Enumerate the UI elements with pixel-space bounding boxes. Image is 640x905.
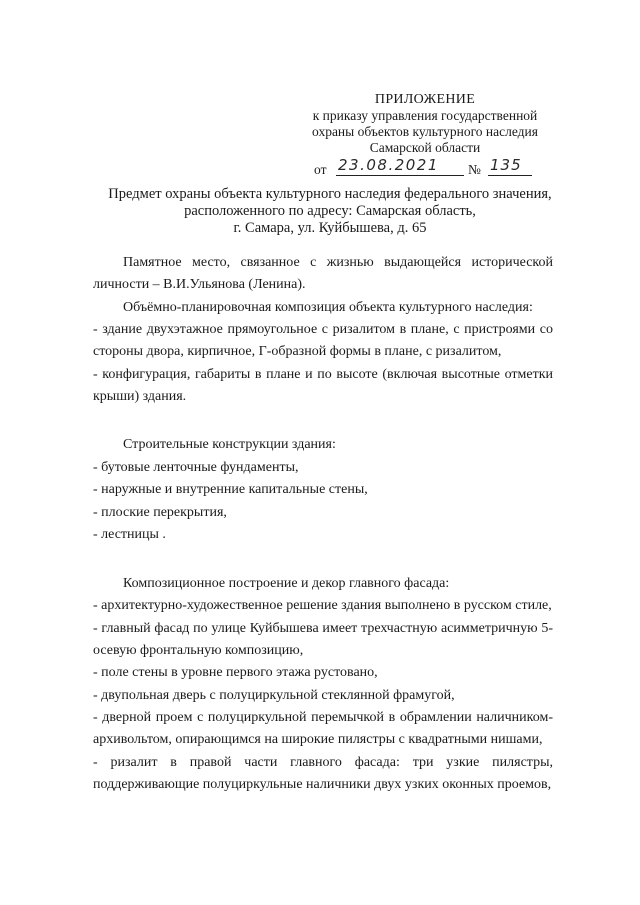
order-number: 135 (488, 157, 532, 176)
order-date: 23.08.2021 (336, 157, 464, 176)
list-item: - здание двухэтажное прямоугольное с ризалитом в плане, с пристроями со стороны двора, кирпичное, Г-образной формы в плане, с ризалитом, (93, 322, 553, 359)
list-item: - лестницы . (93, 527, 166, 542)
title-line-1: Предмет охраны объекта культурного наследия федерального значения, (108, 186, 552, 202)
section-heading-composition: Объёмно-планировочная композиция объекта культурного наследия: (123, 299, 533, 315)
number-prefix: № (468, 162, 481, 177)
list-item: - бутовые ленточные фундаменты, (93, 459, 299, 475)
list-item: - главный фасад по улице Куйбышева имеет трехчастную асимметричную 5-осевую фронтальную композицию, (93, 620, 553, 658)
list-item: - двупольная дверь с полуциркульной стеклянной фрамугой, (93, 687, 455, 703)
appendix-heading: ПРИЛОЖЕНИЕ (374, 92, 476, 107)
document-title (90, 186, 570, 237)
order-date-line (300, 157, 550, 179)
spacer (93, 408, 553, 434)
list-item: - дверной проем с полуциркульной перемычкой в обрамлении наличником-архивольтом, опирающимся на широкие пилястры с квадратными нишами, (93, 710, 553, 747)
appendix-line-2: охраны объектов культурного наследия (312, 124, 538, 139)
section-heading-facade: Композиционное построение и декор главного фасада: (123, 575, 450, 591)
appendix-line-1: к приказу управления государственной (312, 108, 538, 123)
spacer (93, 547, 553, 573)
document-body (93, 252, 553, 796)
paragraph-memorial: Памятное место, связанное с жизнью выдающейся исторической личности – В.И.Ульянова (Ленина). (93, 255, 553, 292)
section-heading-structures: Строительные конструкции здания: (123, 437, 336, 452)
list-item: - наружные и внутренние капитальные стены, (93, 482, 368, 497)
list-item: - поле стены в уровне первого этажа рустовано, (93, 665, 378, 680)
date-prefix: от (314, 162, 327, 177)
title-line-3: г. Самара, ул. Куйбышева, д. 65 (233, 220, 427, 236)
appendix-block (300, 92, 550, 179)
list-item: - архитектурно-художественное решение здания выполнено в русском стиле, (93, 598, 552, 613)
title-line-2: расположенного по адресу: Самарская область, (184, 203, 476, 219)
list-item: - ризалит в правой части главного фасада: три узкие пилястры, поддерживающие полуциркульные наличники двух узких оконных проемов, (93, 754, 553, 792)
appendix-line-3: Самарской области (369, 140, 481, 155)
list-item: - конфигурация, габариты в плане и по высоте (включая высотные отметки крыши) здания. (93, 366, 553, 404)
list-item: - плоские перекрытия, (93, 504, 227, 520)
